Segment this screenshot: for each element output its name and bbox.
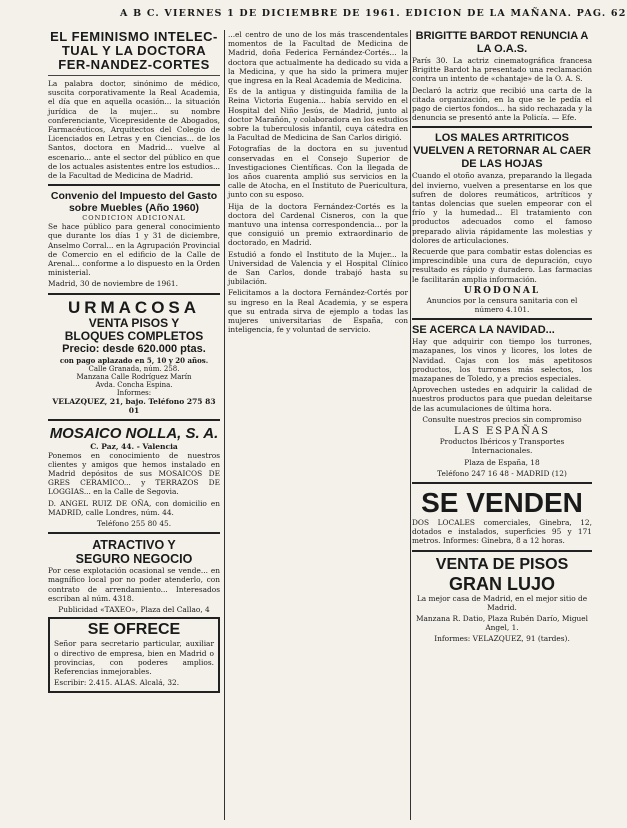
ad-info-address: VELAZQUEZ, 21, bajo. Teléfono 275 83 01 — [52, 396, 216, 415]
ad-body: Recuerde que para combatir estas dolencias es imprescindible una cura de depuración, cuyo resultado es rápido y duradero. Las farmacias le facilitarán amplia información. — [412, 247, 592, 284]
article-body: Hija de la doctora Fernández-Cortés es la doctora del Cardenal Cisneros, con la que mantuvo una intensa correspondencia... por la que consiguió un premio extraordinario de doctorado, en Madrid. — [228, 201, 408, 248]
ad-ofrece — [48, 617, 220, 693]
ad-price: Precio: desde 620.000 ptas. — [62, 342, 206, 355]
ad-convenio — [48, 190, 220, 288]
ad-title: ATRACTIVO Y — [92, 538, 176, 553]
ad-atractivo — [48, 538, 220, 614]
article-bardot — [412, 30, 592, 122]
ad-body: Hay que adquirir con tiempo los turrones, mazapanes, los vinos y licores, los lotes de Navidad. Cajas con los más apetitosos productos, los turrones más selectos, los mazapanes de Toledo, y a precios especiales. — [412, 337, 592, 384]
ad-body: Ponemos en conocimiento de nuestros clientes y amigos que hemos instalado en Madrid depósitos de sus MOSAICOS DE GRES CERAMICO... y TERRAZOS DE LOGGIAS... en la Calle de Segovia. — [48, 450, 220, 497]
ad-body: La mejor casa de Madrid, en el mejor sitio de Madrid. — [416, 593, 588, 612]
column-left — [48, 30, 220, 820]
ad-body: Señor para secretario particular, auxiliar o directivo de empresa, bien en Madrid o provincias, con poderes amplios. Referencias inmejorables. — [54, 639, 214, 676]
column-right — [412, 30, 592, 820]
ad-address: Manzana R. Datio, Plaza Rubén Darío, Miguel Angel, 1. — [415, 613, 589, 633]
ad-contact: Publicidad «TAXEO», Plaza del Callao, 4 — [58, 605, 210, 615]
ad-venta-pisos — [412, 556, 592, 644]
article-body: Felicitamos a la doctora Fernández-Cortés por su ingreso en la Real Academia, y se espera que su entrada sirva de ejemplo a todas las mujeres universitarias de España, con inteligencia, fe y voluntad de servicio. — [228, 288, 408, 335]
ad-address: Calle Granada, núm. 258. — [88, 364, 180, 373]
ad-address: C. Paz, 44. - Valencia — [90, 441, 178, 451]
ad-body: Se hace público para general conocimiento que durante los días 1 y 31 de diciembre, Anselmo Corral... en la Agrupación Provincial de Comercio en el edificio de la Calle de Arenal... conforme a lo dispuesto en la Orden ministerial. — [48, 222, 220, 278]
ad-title: Convenio del Impuesto del Gasto sobre Muebles (Año 1960) — [50, 190, 218, 215]
ad-brand: URODONAL — [463, 285, 541, 296]
ad-address: Avda. Concha Espina. — [95, 380, 173, 389]
ad-body: Por cese explotación ocasional se vende... en magnífico local por no poder atenderlo, con contrato de arrendamiento... Interesados escriban al núm. 4318. — [48, 566, 220, 603]
ad-line: BLOQUES COMPLETOS — [64, 328, 204, 343]
article-body: Declaró la actriz que recibió una carta de la citada organización, en la que se le pedía el pago de ciertos fondos... ha sido rechazada y la denuncia se presentó ante la Policía. — Efe. — [412, 85, 592, 123]
ad-company-address: Plaza de España, 18 — [464, 457, 540, 467]
ad-se-venden — [412, 488, 592, 546]
ad-contact: Escribir: 2.415. ALAS. Alcalá, 32. — [54, 678, 180, 688]
ad-title: VENTA DE PISOS — [435, 555, 569, 573]
ad-title: GRAN LUJO — [448, 573, 555, 594]
ad-title: SE VENDEN — [421, 486, 583, 518]
ad-title: SE ACERCA LA NAVIDAD... — [412, 324, 555, 337]
ad-mosaico — [48, 425, 220, 529]
ad-phone: Teléfono 255 80 45. — [96, 519, 172, 529]
ad-brand: URMACOSA — [67, 297, 201, 317]
ad-body: Cuando el otoño avanza, preparando la llegada del invierno, vuelven a presentarse en los que sufren de dolores reumáticos, artríticos y tantas dolencias que suelen empeorar con el frío y la humedad... El tratamiento con productos adecuados como el famoso preparado alivia rápidamente las molestias y dolores de articulaciones. — [412, 171, 592, 245]
ad-info: Informes: VELAZQUEZ, 91 (tardes). — [434, 634, 570, 644]
ad-body: Aprovechen ustedes en adquirir la calidad de nuestros productos para que puedan deleitarse de las acumulaciones de última hora. — [412, 385, 592, 413]
ad-terms: con pago aplazado en 5, 10 y 20 años. — [59, 355, 209, 365]
column-middle — [228, 30, 408, 820]
ad-info-label: Informes: — [116, 388, 152, 397]
ad-body: Consulte nuestros precios sin compromiso — [422, 414, 582, 424]
article-body: Fotografías de la doctora en su juventud conservadas en el Consejo Superior de Investigaciones Científicas. Con la llegada de los años cuarenta amplió sus servicios en la calle de Atocha, en el Instituto de Puericultura, junto con su esposo. — [228, 144, 408, 200]
article-title: EL FEMINISMO INTELEC-TUAL Y LA DOCTORA FER-NANDEZ-CORTES — [50, 29, 218, 72]
ad-body: DOS LOCALES comerciales, Ginebra, 12, dotados e instalados, superficies 95 y 171 metros. Informes: Ginebra, 8 a 12 horas. — [412, 517, 592, 546]
ad-agent: D. ANGEL RUIZ DE OÑA, con domicilio en MADRID, calle Londres, núm. 44. — [48, 498, 220, 517]
article-body: Estudió a fondo el Instituto de la Mujer... la Universidad de Valencia y el Hospital Clínico de San Carlos, donde trabajó hasta su jubilación. — [228, 249, 408, 287]
ad-brand: MOSAICO NOLLA, S. A. — [49, 424, 219, 442]
column-rule — [410, 30, 411, 820]
article-title: BRIGITTE BARDOT RENUNCIA A LA O.A.S. — [415, 30, 589, 55]
ad-company-phone: Teléfono 247 16 48 - MADRID (12) — [437, 468, 567, 478]
ad-company-sub: Productos Ibéricos y Transportes Internacionales. — [439, 437, 565, 456]
ad-title: LOS MALES ARTRITICOS VUELVEN A RETORNAR AL CAER DE LAS HOJAS — [413, 132, 591, 171]
ad-urmacosa — [48, 299, 220, 415]
page-header: A B C. VIERNES 1 DE DICIEMBRE DE 1961. EDICION DE LA MAÑANA. PAG. 62 — [120, 8, 627, 19]
ad-signoff: Madrid, 30 de noviembre de 1961. — [48, 279, 178, 289]
ad-line: VENTA PISOS Y — [88, 315, 180, 330]
article-body: Es de la antigua y distinguida familia de la Reina Victoria Eugenia... había servido en el Hospital del Niño Jesús, de Madrid, junto al doctor Marañón, y colaboradora en los estudios sobre la tuberculosis infantil, cuya cátedra en la Facultad de Medicina de San Carlos dirigió. — [228, 87, 408, 143]
ad-footer: Anuncios por la censura sanitaria con el número 4.101. — [426, 295, 578, 315]
article-feminismo — [48, 30, 220, 180]
ad-navidad — [412, 324, 592, 478]
ad-males — [412, 132, 592, 314]
article-body: París 30. La actriz cinematográfica francesa Brigitte Bardot ha presentado una reclamación contra un intento de «chantaje» de la O. A. S. — [412, 56, 592, 84]
ad-subtitle: CONDICION ADICIONAL — [82, 214, 186, 223]
ad-address: Manzana Calle Rodríguez Marín — [76, 372, 192, 381]
column-rule — [224, 30, 225, 820]
article-body: ...el centro de uno de los más trascendentales momentos de la Facultad de Medicina de Madrid, doña Federica Fernández-Cortés... la doctora que actualmente ha dedicado su vida a la Medicina, y que ha sido la primera mujer que ingresa en la Real Academia de Medicina. — [228, 30, 408, 86]
ad-company: LAS ESPAÑAS — [454, 426, 550, 438]
ad-title: SEGURO NEGOCIO — [75, 552, 193, 567]
article-body: La palabra doctor, sinónimo de médico, suscita corporativamente la Real Academia, el día que en aquella ocasión... la situación jurídica de la mujer... su nombre conferenciante, Vicepresidente de Abogados, Farmacéuticos, Arquitectos del Colegio de Licenciados en Letras y en Ciencias... de los Santos, doctora en Madrid... vuelve al escenario... ante el sector del público en que de los actuales asistentes entre los estudios... de la Facultad de Medicina de Madrid. — [48, 79, 220, 181]
ad-title: SE OFRECE — [87, 621, 181, 639]
